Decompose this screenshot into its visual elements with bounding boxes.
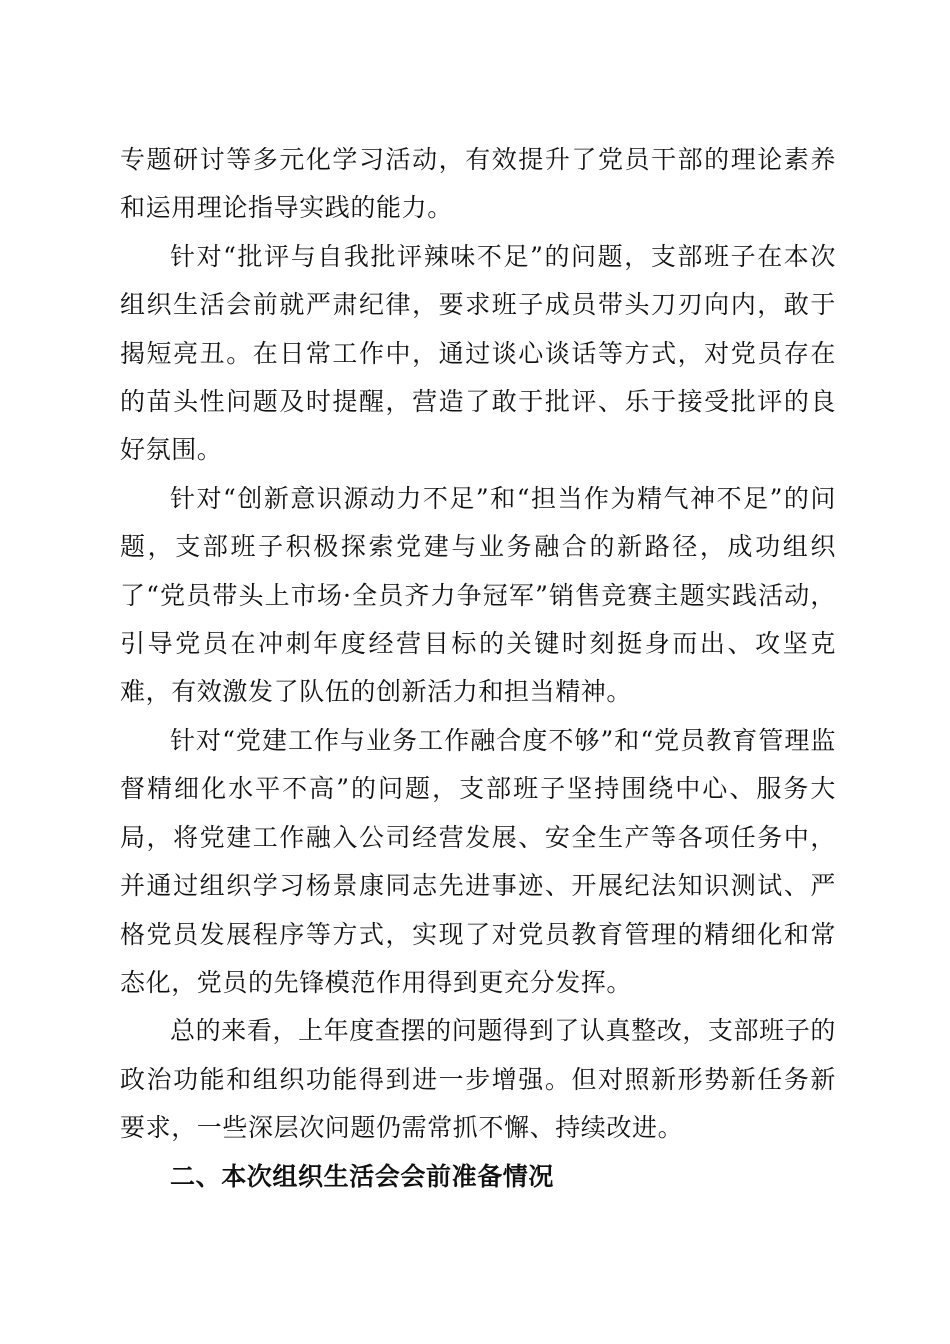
- paragraph-innovation: 针对“创新意识源动力不足”和“担当作为精气神不足”的问题，支部班子积极探索党建与业务融合的新路径，成功组织了“党员带头上市场·全员齐力争冠军”销售竞赛主题实践活动，引导党员在冲刺年度经营目标的关键时刻挺身而出、攻坚克难，有效激发了队伍的创新活力和担当精神。: [120, 483, 836, 707]
- document-body: [120, 136, 836, 1201]
- paragraph-summary: 总的来看，上年度查摆的问题得到了认真整改，支部班子的政治功能和组织功能得到进一步增强。但对照新形势新任务新要求，一些深层次问题仍需常抓不懈、持续改进。: [120, 1016, 836, 1143]
- paragraph-continuation: 专题研讨等多元化学习活动，有效提升了党员干部的理论素养和运用理论指导实践的能力。: [120, 145, 836, 223]
- section-heading: 二、本次组织生活会会前准备情况: [170, 1161, 555, 1191]
- paragraph-integration: 针对“党建工作与业务工作融合度不够”和“党员教育管理监督精细化水平不高”的问题，支部班子坚持围绕中心、服务大局，将党建工作融入公司经营发展、安全生产等各项任务中，并通过组织学习杨景康同志先进事迹、开展纪法知识测试、严格党员发展程序等方式，实现了对党员教育管理的精细化和常态化，党员的先锋模范作用得到更充分发挥。: [120, 725, 836, 997]
- paragraph-criticism: 针对“批评与自我批评辣味不足”的问题，支部班子在本次组织生活会前就严肃纪律，要求班子成员带头刀刃向内，敢于揭短亮丑。在日常工作中，通过谈心谈话等方式，对党员存在的苗头性问题及时提醒，营造了敢于批评、乐于接受批评的良好氛围。: [120, 241, 836, 465]
